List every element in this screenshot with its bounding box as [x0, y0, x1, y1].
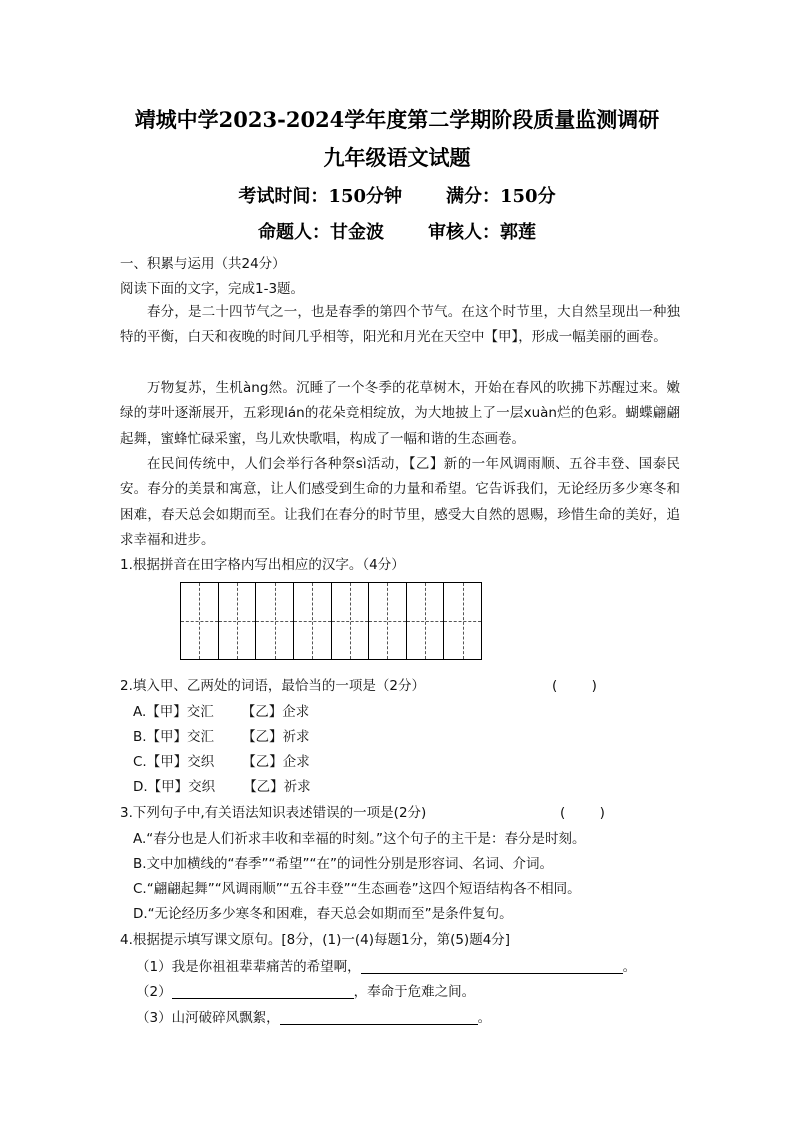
fill-blank[interactable] — [361, 957, 623, 974]
q2-option-a[interactable] — [133, 700, 309, 725]
option-jia: A.【甲】交汇 — [133, 704, 214, 720]
q4-item-3 — [136, 1006, 491, 1031]
grid-cell[interactable] — [332, 583, 370, 659]
answer-paren-q2[interactable]: ( ) — [552, 678, 597, 694]
passage-paragraph-2: 万物复苏，生机àng然。沉睡了一个冬季的花草树木，开始在春风的吹拂下苏醒过来。嫩绿的芽叶逐渐展开，五彩现lán的花朵竞相绽放，为大地披上了一层xuàn烂的色彩。蝴蝶翩翩起舞，蜜蜂忙碌采蜜，鸟儿欢快歌唱，构成了一幅和谐的生态画卷。 — [120, 380, 680, 447]
question-3: 3.下列句子中,有关语法知识表述错误的一项是(2分) — [120, 805, 427, 821]
q2-option-d[interactable] — [133, 775, 311, 800]
answer-paren-q3[interactable]: ( ) — [560, 805, 605, 821]
question-4: 4.根据提示填写课文原句。[8分，(1)一(4)每题1分，第(5)题4分] — [120, 932, 511, 948]
section-intro: 阅读下面的文字，完成1-3题。 — [120, 281, 305, 297]
grid-cell[interactable] — [407, 583, 445, 659]
exam-time: 考试时间：150分钟 — [238, 186, 402, 207]
grid-cell[interactable] — [181, 583, 219, 659]
fill-prompt: （1）我是你祖祖辈辈痛苦的希望啊， — [136, 959, 361, 975]
option-jia: B.【甲】交汇 — [133, 729, 215, 745]
exam-score: 满分：150分 — [446, 186, 556, 207]
option-yi: 【乙】企求 — [242, 754, 310, 770]
q3-option-a[interactable]: A.“春分也是人们祈求丰收和幸福的时刻。”这个句子的主干是：春分是时刻。 — [133, 831, 586, 847]
fill-suffix: ，奉命于危难之间。 — [353, 984, 476, 1000]
fill-blank[interactable] — [172, 982, 354, 999]
q3-option-c[interactable]: C.“翩翩起舞”“风调雨顺”“五谷丰登”“生态画卷”这四个短语结构各不相同。 — [133, 881, 581, 897]
fill-prompt: （3）山河破碎风飘絮， — [136, 1010, 280, 1026]
fill-prompt: （2） — [136, 984, 172, 1000]
option-jia: C.【甲】交织 — [133, 754, 215, 770]
fill-blank[interactable] — [280, 1008, 478, 1025]
grid-cell[interactable] — [256, 583, 294, 659]
fill-suffix: 。 — [477, 1010, 492, 1026]
passage-paragraph-1: 春分，是二十四节气之一，也是春季的第四个节气。在这个时节里，大自然呈现出一种独特的平衡，白天和夜晚的时间几乎相等，阳光和月光在天空中【甲】，形成一幅美丽的画卷。 — [120, 304, 680, 346]
exam-reviewer: 审核人：郭莲 — [428, 222, 536, 243]
grid-cell[interactable] — [219, 583, 257, 659]
exam-author: 命题人：甘金波 — [258, 222, 384, 243]
grid-cell[interactable] — [369, 583, 407, 659]
question-2: 2.填入甲、乙两处的词语，最恰当的一项是（2分） — [120, 678, 425, 694]
section-heading: 一、积累与运用（共24分） — [120, 256, 286, 272]
grid-cell[interactable] — [294, 583, 332, 659]
exam-title: 靖城中学2023-2024学年度第二学期阶段质量监测调研 — [134, 107, 660, 132]
q2-option-c[interactable] — [133, 750, 310, 775]
exam-subtitle: 九年级语文试题 — [323, 145, 471, 170]
question-1: 1.根据拼音在田字格内写出相应的汉字。（4分） — [120, 557, 405, 573]
grid-cell[interactable] — [444, 583, 481, 659]
q4-item-2 — [136, 980, 475, 1005]
option-yi: 【乙】祈求 — [243, 779, 311, 795]
exam-staff-row — [0, 218, 794, 244]
tianzige-grid[interactable] — [180, 582, 482, 660]
option-yi: 【乙】企求 — [241, 704, 310, 720]
exam-info-row — [0, 182, 794, 208]
q2-option-b[interactable] — [133, 725, 310, 750]
q3-option-b[interactable]: B.文中加横线的“春季”“希望”“在”的词性分别是形容词、名词、介词。 — [133, 856, 554, 872]
option-jia: D.【甲】交织 — [133, 779, 216, 795]
q3-option-d[interactable]: D.“无论经历多少寒冬和困难，春天总会如期而至”是条件复句。 — [133, 906, 513, 922]
fill-suffix: 。 — [622, 959, 637, 975]
q4-item-1 — [136, 955, 636, 980]
option-yi: 【乙】祈求 — [242, 729, 310, 745]
passage-paragraph-3: 在民间传统中，人们会举行各种祭sì活动，【乙】新的一年风调雨顺、五谷丰登、国泰民安。春分的美景和寓意，让人们感受到生命的力量和希望。它告诉我们，无论经历多少寒冬和困难，春天总会如期而至。让我们在春分的时节里，感受大自然的恩赐，珍惜生命的美好，追求幸福和进步。 — [120, 456, 680, 548]
